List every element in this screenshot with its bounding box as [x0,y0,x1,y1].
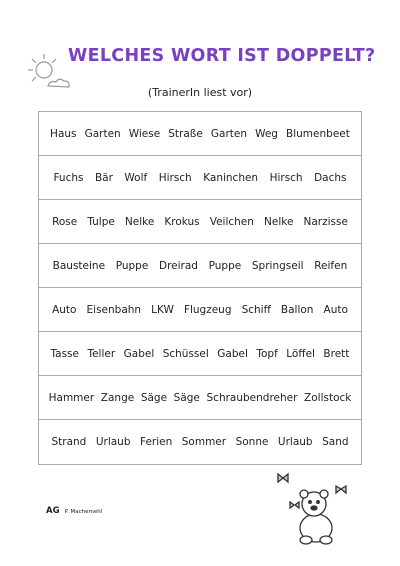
word: Gabel [123,347,155,360]
word: Auto [52,303,77,316]
word: Säge [140,391,168,404]
word: Teller [87,347,116,360]
footer-credit [46,506,102,516]
word: Flugzeug [183,303,232,316]
word: Wolf [124,171,148,184]
word: Brett [323,347,350,360]
word-row-6 [39,332,361,376]
word: Hirsch [158,171,192,184]
word-row-1 [39,112,361,156]
word-row-4 [39,244,361,288]
word: Dachs [314,171,347,184]
word: Bär [94,171,113,184]
word: Sommer [181,436,227,448]
word: Zollstock [304,391,352,404]
word: Schiff [241,303,271,316]
word: Nelke [264,215,294,228]
word: Auto [323,303,348,316]
word: Hammer [48,391,95,404]
word: Narzisse [303,215,348,228]
word: Sand [322,436,349,448]
footer-author: P. Machemehl [64,509,103,515]
word: Bausteine [52,259,106,272]
word: Springseil [251,259,304,272]
word-row-5 [39,288,361,332]
word: Schüssel [162,347,209,360]
word: Straße [168,127,203,140]
word: Krokus [164,215,200,228]
word: Urlaub [277,436,313,448]
word-row-3 [39,200,361,244]
word: Schraubendreher [206,391,298,404]
word: Puppe [208,259,242,272]
word: Reifen [314,259,348,272]
word: Garten [84,127,121,140]
word: Garten [210,127,248,140]
word: Blumenbeet [286,127,350,140]
word: Urlaub [95,436,131,448]
word: Tasse [50,347,79,360]
footer-initials: AG [46,506,60,516]
page-title: WELCHES WORT IST DOPPELT? [68,46,376,66]
word: Dreirad [158,259,198,272]
word: Sonne [235,436,269,448]
word: Fuchs [53,171,84,184]
word: Haus [50,127,77,140]
word: Weg [255,127,278,140]
word-row-7 [39,376,361,420]
word: Topf [256,347,278,360]
word: Nelke [124,215,155,228]
word: Rose [52,215,78,228]
word: Gabel [217,347,248,360]
word: Wiese [128,127,161,140]
word: Ferien [140,436,173,448]
word: Tulpe [87,215,115,228]
word-table [38,111,362,465]
word: Ballon [280,303,314,316]
page-subtitle: (TrainerIn liest vor) [147,86,253,99]
word: Eisenbahn [86,303,142,316]
word: Strand [51,436,87,448]
word: Veilchen [209,215,254,228]
word: Zange [100,391,135,404]
word: Säge [173,391,200,404]
word: Hirsch [269,171,303,184]
word-row-8 [39,420,361,464]
bear-with-butterflies-icon [270,464,350,546]
word-row-2 [39,156,361,200]
word: Kaninchen [203,171,259,184]
word: Puppe [115,259,149,272]
word: Löffel [286,347,315,360]
word: LKW [151,303,174,316]
